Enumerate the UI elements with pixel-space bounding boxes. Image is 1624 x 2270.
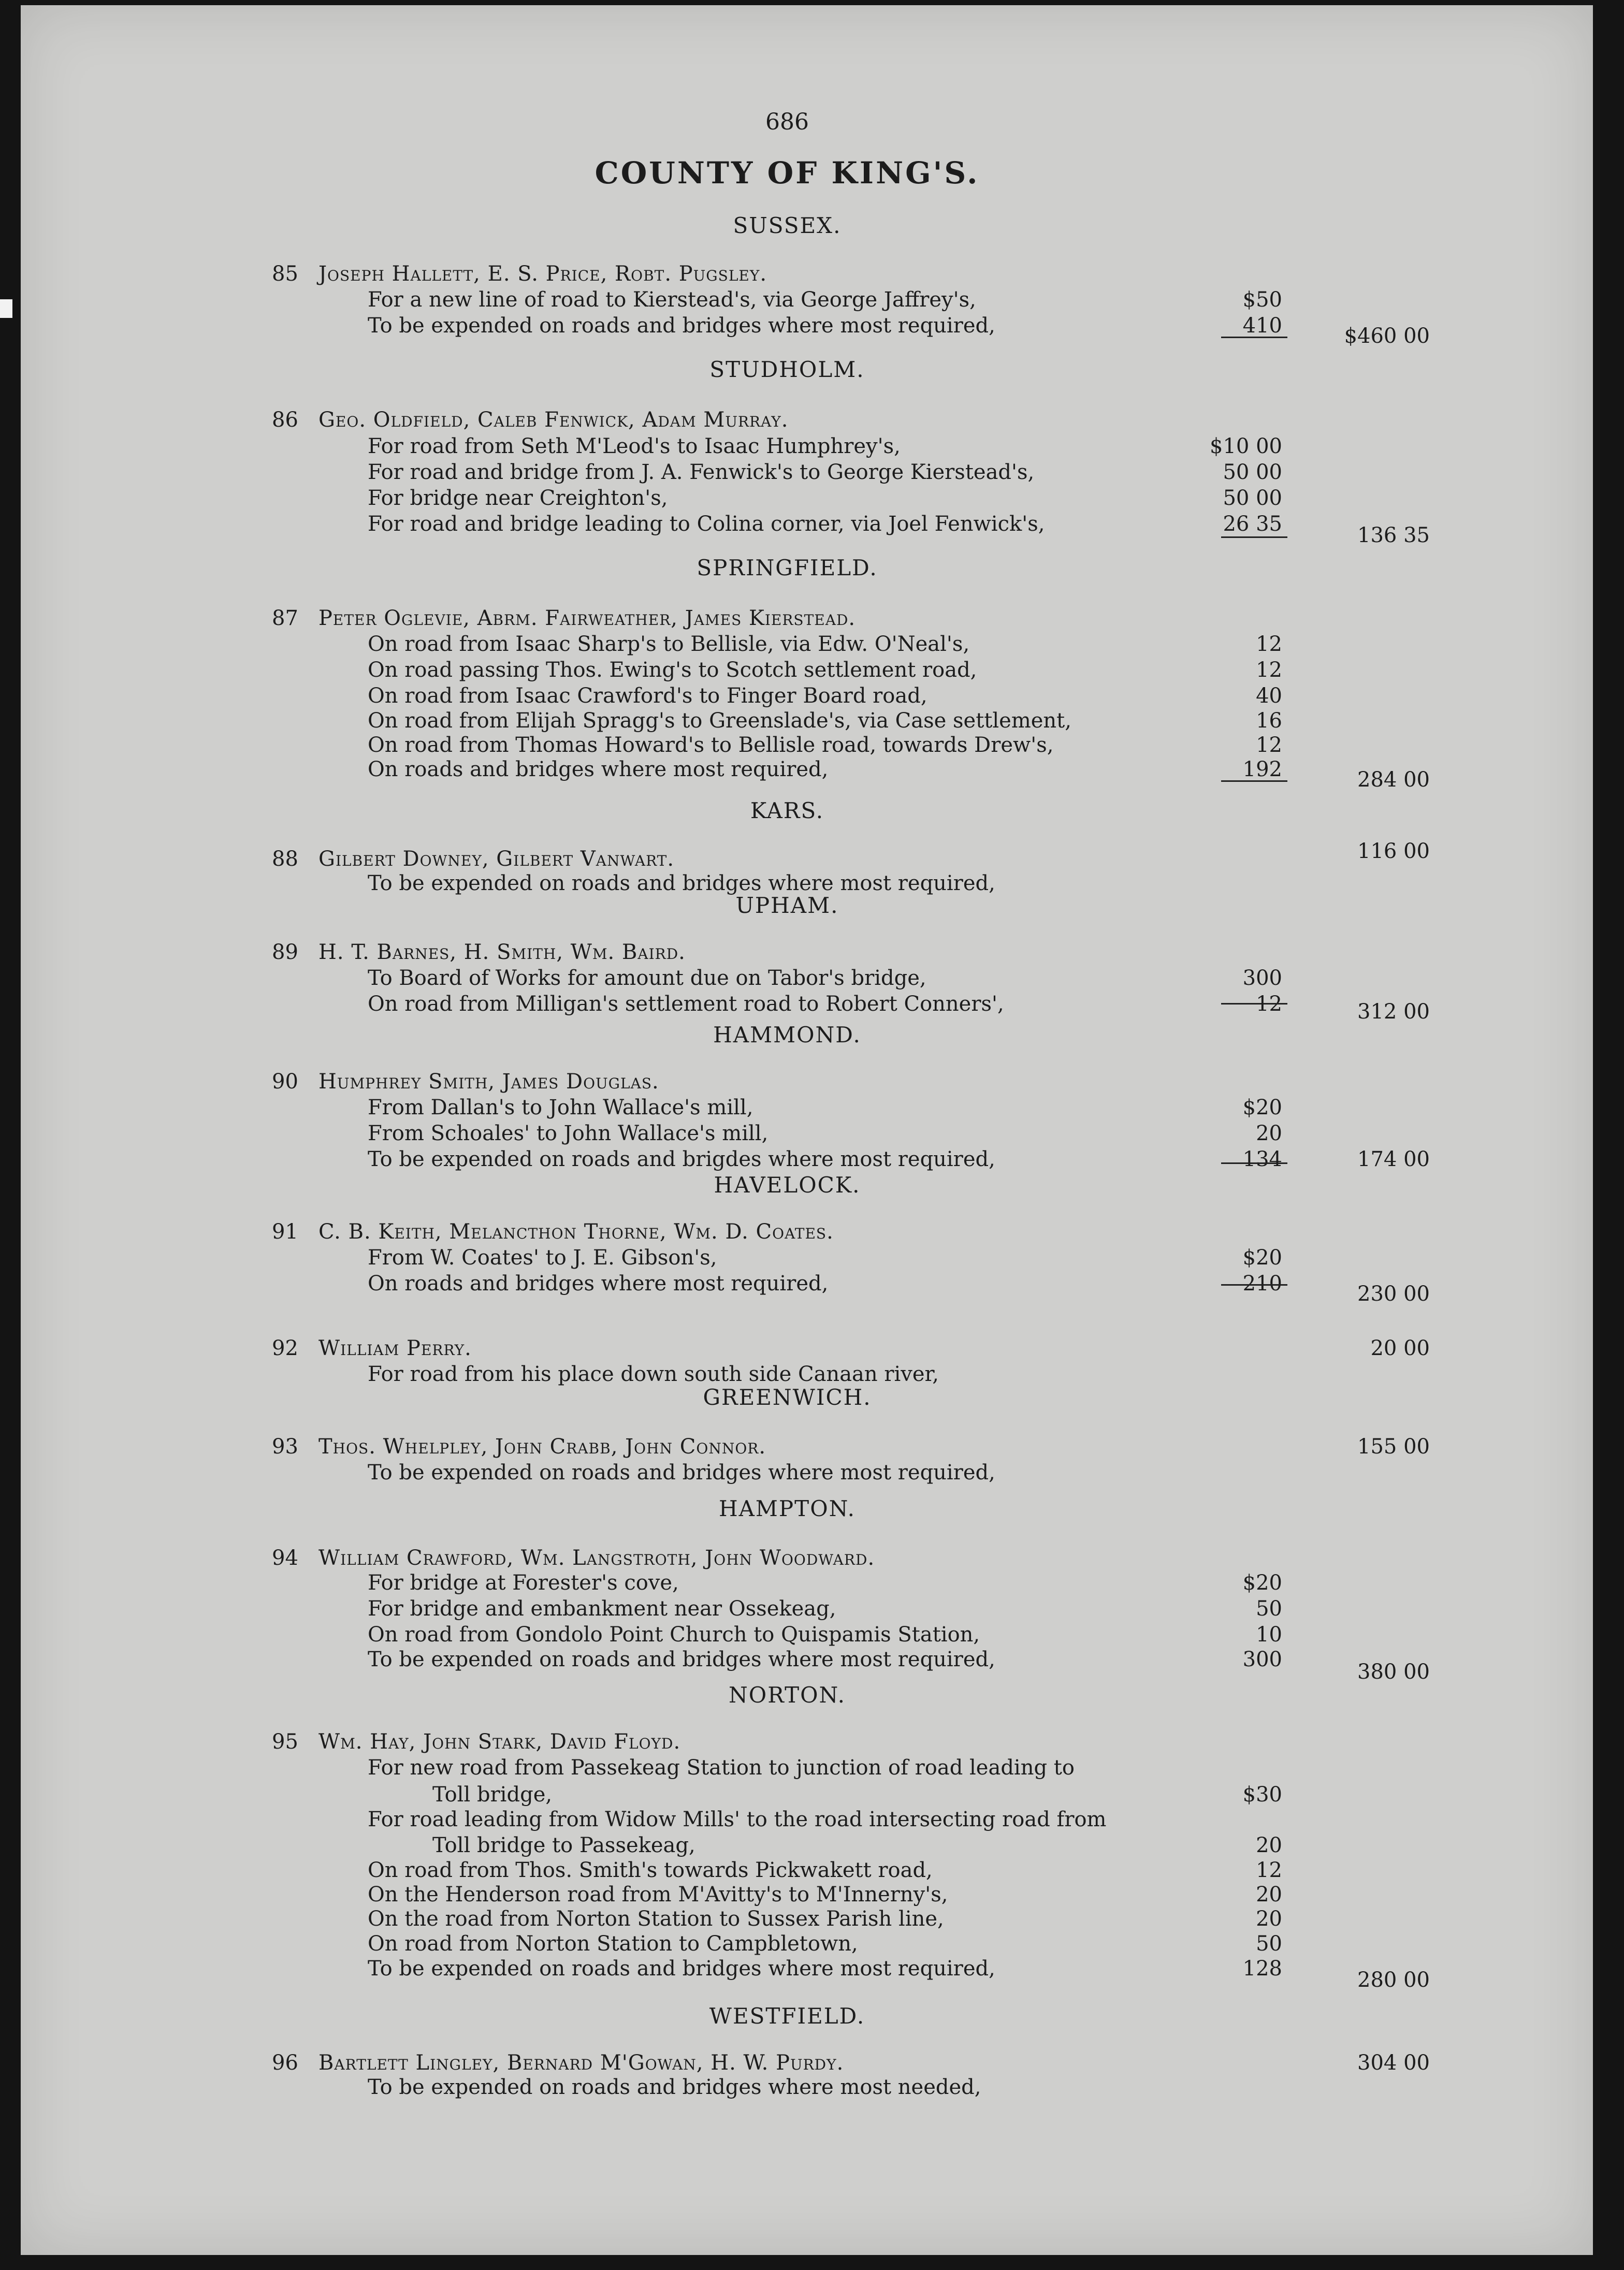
item-amount: 300 <box>1242 1648 1282 1671</box>
commissioners-names: Bartlett Lingley, Bernard M'Gowan, H. W. Purdy. <box>318 2051 844 2075</box>
commissioners-names: Peter Oglevie, Abrm. Fairweather, James Kierstead. <box>318 606 856 630</box>
item-amount: 128 <box>1242 1957 1282 1981</box>
entry-number: 91 <box>272 1220 298 1244</box>
parish-heading: UPHAM. <box>735 893 839 918</box>
appropriation-item: On road from Isaac Crawford's to Finger Board road, <box>368 684 927 708</box>
appropriation-item: To be expended on roads and bridges where most required, <box>368 871 995 895</box>
appropriation-item: To be expended on roads and bridges where most required, <box>368 1648 995 1671</box>
item-amount: 210 <box>1242 1272 1282 1296</box>
parish-heading: GREENWICH. <box>703 1385 872 1410</box>
appropriation-item: For road from Seth M'Leod's to Isaac Humphrey's, <box>368 434 901 458</box>
section-total: 284 00 <box>1357 768 1430 792</box>
appropriation-item: For new road from Passekeag Station to junction of road leading to <box>368 1756 1075 1780</box>
item-amount: 50 <box>1256 1932 1282 1956</box>
appropriation-item: To be expended on roads and bridges where most required, <box>368 1957 995 1981</box>
appropriation-item: On roads and bridges where most required, <box>368 1272 829 1296</box>
item-amount: 26 35 <box>1223 512 1282 536</box>
entry-number: 96 <box>272 2051 298 2075</box>
entry-number: 89 <box>272 940 298 964</box>
county-title: COUNTY OF KING'S. <box>594 155 980 191</box>
item-amount: 50 00 <box>1223 460 1282 484</box>
appropriation-item: To Board of Works for amount due on Tabor's bridge, <box>368 966 926 990</box>
appropriation-item: For road leading from Widow Mills' to the road intersecting road from <box>368 1808 1107 1831</box>
entry-number: 95 <box>272 1730 298 1754</box>
parish-heading: NORTON. <box>729 1682 846 1708</box>
parish-heading: HAMMOND. <box>713 1022 861 1047</box>
section-total: 312 00 <box>1357 1000 1430 1024</box>
item-amount: 134 <box>1242 1147 1282 1171</box>
item-amount: 300 <box>1242 966 1282 990</box>
entry-number: 85 <box>272 262 298 286</box>
appropriation-item: For a new line of road to Kierstead's, via George Jaffrey's, <box>368 288 976 312</box>
parish-heading: KARS. <box>750 798 824 823</box>
item-amount: 20 <box>1256 1907 1282 1931</box>
commissioners-names: William Perry. <box>318 1336 472 1360</box>
document-page <box>21 5 1593 2255</box>
appropriation-item: On road from Isaac Sharp's to Bellisle, via Edw. O'Neal's, <box>368 632 970 656</box>
section-total: 230 00 <box>1357 1282 1430 1306</box>
parish-heading: HAMPTON. <box>718 1496 856 1521</box>
appropriation-item: Toll bridge, <box>432 1783 553 1807</box>
scan-edge-mark <box>0 299 12 318</box>
document-content <box>21 5 1593 2255</box>
commissioners-names: Gilbert Downey, Gilbert Vanwart. <box>318 847 675 871</box>
item-amount: 50 <box>1256 1597 1282 1621</box>
section-total: $460 00 <box>1344 324 1430 348</box>
appropriation-item: On the Henderson road from M'Avitty's to M'Innerny's, <box>368 1883 948 1907</box>
parish-heading: SUSSEX. <box>733 213 842 238</box>
entry-number: 87 <box>272 606 298 630</box>
item-amount: $20 <box>1242 1246 1282 1270</box>
section-total: 136 35 <box>1357 523 1430 547</box>
sum-rule <box>1221 337 1287 338</box>
appropriation-item: On road from Gondolo Point Church to Quispamis Station, <box>368 1623 980 1647</box>
appropriation-item: From Dallan's to John Wallace's mill, <box>368 1096 753 1119</box>
sum-rule <box>1221 1284 1287 1286</box>
entry-number: 92 <box>272 1336 298 1360</box>
commissioners-names: H. T. Barnes, H. Smith, Wm. Baird. <box>318 940 686 964</box>
section-total: 116 00 <box>1357 839 1430 863</box>
item-amount: 20 <box>1256 1883 1282 1907</box>
section-total: 380 00 <box>1357 1660 1430 1684</box>
section-total: 155 00 <box>1357 1435 1430 1459</box>
appropriation-item: To be expended on roads and bridges where most required, <box>368 1461 995 1485</box>
appropriation-item: For bridge near Creighton's, <box>368 486 668 510</box>
appropriation-item: For road and bridge from J. A. Fenwick's to George Kierstead's, <box>368 460 1035 484</box>
appropriation-item: On the road from Norton Station to Sussex Parish line, <box>368 1907 944 1931</box>
item-amount: 40 <box>1256 684 1282 708</box>
appropriation-item: Toll bridge to Passekeag, <box>432 1834 695 1857</box>
sum-rule <box>1221 1003 1287 1005</box>
appropriation-item: On roads and bridges where most required, <box>368 758 829 781</box>
item-amount: $30 <box>1242 1783 1282 1807</box>
section-total: 20 00 <box>1370 1336 1430 1360</box>
commissioners-names: C. B. Keith, Melancthon Thorne, Wm. D. Coates. <box>318 1220 834 1244</box>
entry-number: 86 <box>272 408 298 432</box>
commissioners-names: Wm. Hay, John Stark, David Floyd. <box>318 1730 681 1754</box>
item-amount: 12 <box>1256 1858 1282 1882</box>
item-amount: 50 00 <box>1223 486 1282 510</box>
entry-number: 88 <box>272 847 298 871</box>
entry-number: 93 <box>272 1435 298 1459</box>
commissioners-names: Humphrey Smith, James Douglas. <box>318 1070 659 1094</box>
item-amount: 20 <box>1256 1122 1282 1145</box>
item-amount: 12 <box>1256 632 1282 656</box>
item-amount: $10 00 <box>1210 434 1282 458</box>
commissioners-names: Geo. Oldfield, Caleb Fenwick, Adam Murray. <box>318 408 789 432</box>
item-amount: 410 <box>1242 314 1282 338</box>
item-amount: $20 <box>1242 1571 1282 1595</box>
section-total: 280 00 <box>1357 1968 1430 1992</box>
entry-number: 90 <box>272 1070 298 1094</box>
item-amount: 20 <box>1256 1834 1282 1857</box>
appropriation-item: On road from Elijah Spragg's to Greenslade's, via Case settlement, <box>368 709 1071 733</box>
item-amount: 12 <box>1256 992 1282 1016</box>
item-amount: 16 <box>1256 709 1282 733</box>
commissioners-names: Thos. Whelpley, John Crabb, John Connor. <box>318 1435 766 1459</box>
entry-number: 94 <box>272 1546 298 1570</box>
parish-heading: HAVELOCK. <box>714 1172 861 1198</box>
commissioners-names: Joseph Hallett, E. S. Price, Robt. Pugsley. <box>318 262 767 286</box>
appropriation-item: To be expended on roads and bridges where most required, <box>368 314 995 338</box>
sum-rule <box>1221 1162 1287 1164</box>
section-total: 304 00 <box>1357 2051 1430 2075</box>
item-amount: 192 <box>1242 758 1282 781</box>
page-number: 686 <box>765 109 809 135</box>
item-amount: $50 <box>1242 288 1282 312</box>
appropriation-item: On road from Thomas Howard's to Bellisle road, towards Drew's, <box>368 733 1054 757</box>
item-amount: 12 <box>1256 733 1282 757</box>
appropriation-item: For road from his place down south side Canaan river, <box>368 1362 939 1386</box>
appropriation-item: On road from Norton Station to Campbletown, <box>368 1932 858 1956</box>
item-amount: 12 <box>1256 658 1282 682</box>
sum-rule <box>1221 536 1287 538</box>
appropriation-item: To be expended on roads and brigdes where most required, <box>368 1147 995 1171</box>
appropriation-item: For bridge at Forester's cove, <box>368 1571 679 1595</box>
item-amount: 10 <box>1256 1623 1282 1647</box>
appropriation-item: On road from Milligan's settlement road to Robert Conners', <box>368 992 1004 1016</box>
commissioners-names: William Crawford, Wm. Langstroth, John Woodward. <box>318 1546 875 1570</box>
parish-heading: STUDHOLM. <box>709 357 865 382</box>
appropriation-item: From Schoales' to John Wallace's mill, <box>368 1122 769 1145</box>
appropriation-item: To be expended on roads and bridges where most needed, <box>368 2075 981 2099</box>
sum-rule <box>1221 780 1287 782</box>
item-amount: $20 <box>1242 1096 1282 1119</box>
parish-heading: WESTFIELD. <box>709 2003 865 2029</box>
appropriation-item: On road passing Thos. Ewing's to Scotch settlement road, <box>368 658 977 682</box>
parish-heading: SPRINGFIELD. <box>697 555 878 580</box>
appropriation-item: On road from Thos. Smith's towards Pickwakett road, <box>368 1858 933 1882</box>
appropriation-item: From W. Coates' to J. E. Gibson's, <box>368 1246 717 1270</box>
appropriation-item: For road and bridge leading to Colina corner, via Joel Fenwick's, <box>368 512 1045 536</box>
appropriation-item: For bridge and embankment near Ossekeag, <box>368 1597 836 1621</box>
section-total: 174 00 <box>1357 1147 1430 1171</box>
